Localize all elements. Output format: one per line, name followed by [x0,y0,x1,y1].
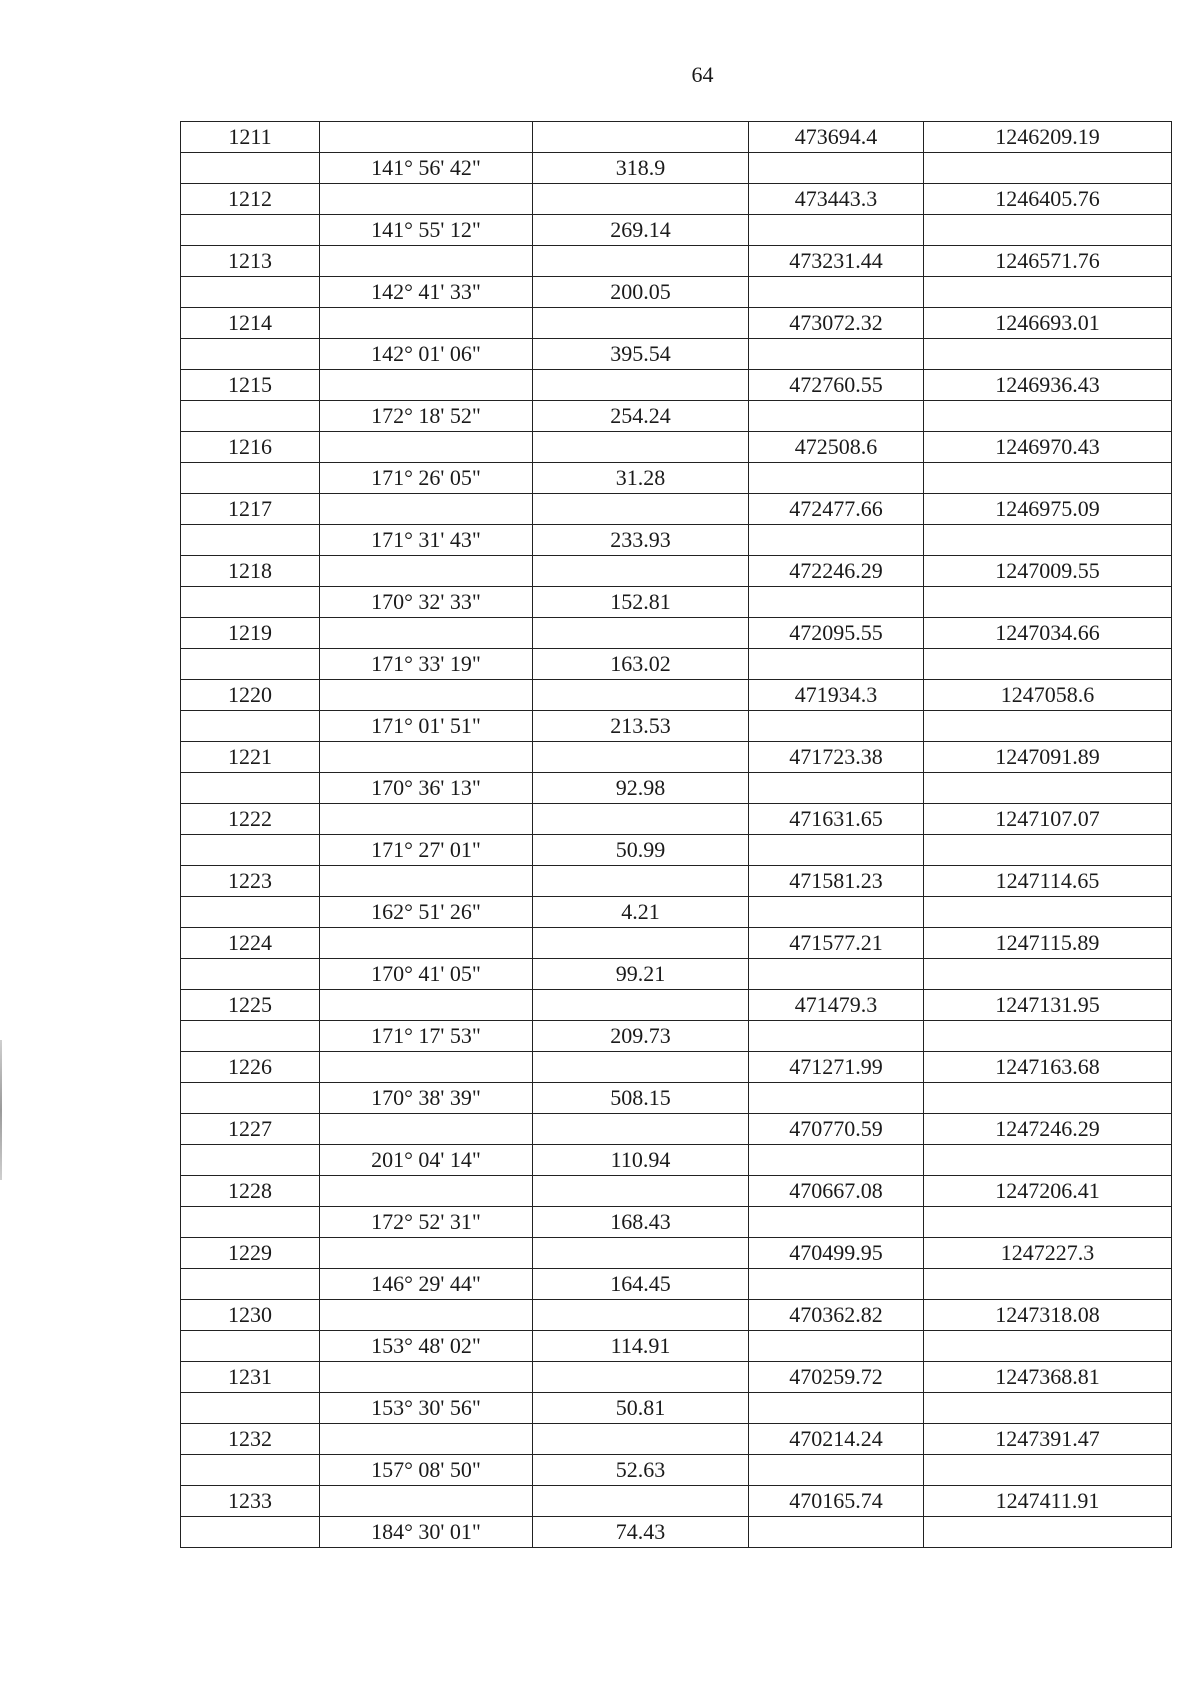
northing-cell: 473694.4 [749,122,924,153]
course-row [181,711,1172,742]
station-id-cell: 1231 [181,1362,320,1393]
easting-cell: 1247058.6 [924,680,1172,711]
table-body [181,122,1172,1548]
station-id-cell: 1217 [181,494,320,525]
bearing-cell: 171° 33' 19" [320,649,533,680]
empty-cell [749,215,924,246]
empty-cell [924,1331,1172,1362]
empty-cell [924,1145,1172,1176]
empty-cell [749,835,924,866]
empty-cell [320,308,533,339]
station-row [181,246,1172,277]
easting-cell: 1247009.55 [924,556,1172,587]
northing-cell: 472095.55 [749,618,924,649]
bearing-cell: 170° 36' 13" [320,773,533,804]
empty-cell [924,153,1172,184]
station-row [181,370,1172,401]
station-row [181,804,1172,835]
empty-cell [181,339,320,370]
easting-cell: 1246970.43 [924,432,1172,463]
station-id-cell: 1225 [181,990,320,1021]
empty-cell [533,308,749,339]
station-row [181,618,1172,649]
station-row [181,742,1172,773]
station-row [181,866,1172,897]
northing-cell: 471934.3 [749,680,924,711]
empty-cell [533,370,749,401]
survey-coordinates-table [180,121,1172,1548]
empty-cell [181,1517,320,1548]
empty-cell [533,1424,749,1455]
easting-cell: 1247115.89 [924,928,1172,959]
empty-cell [181,711,320,742]
easting-cell: 1247411.91 [924,1486,1172,1517]
station-id-cell: 1212 [181,184,320,215]
station-row [181,1300,1172,1331]
easting-cell: 1247091.89 [924,742,1172,773]
station-row [181,1176,1172,1207]
empty-cell [749,649,924,680]
empty-cell [924,649,1172,680]
station-id-cell: 1229 [181,1238,320,1269]
station-row [181,680,1172,711]
empty-cell [533,432,749,463]
station-row [181,494,1172,525]
course-row [181,1517,1172,1548]
northing-cell: 471631.65 [749,804,924,835]
northing-cell: 471479.3 [749,990,924,1021]
northing-cell: 472246.29 [749,556,924,587]
empty-cell [533,1176,749,1207]
bearing-cell: 146° 29' 44" [320,1269,533,1300]
northing-cell: 473443.3 [749,184,924,215]
empty-cell [924,835,1172,866]
easting-cell: 1247227.3 [924,1238,1172,1269]
empty-cell [924,773,1172,804]
empty-cell [533,1362,749,1393]
course-row [181,1331,1172,1362]
empty-cell [749,1455,924,1486]
empty-cell [533,1052,749,1083]
empty-cell [533,1238,749,1269]
empty-cell [181,277,320,308]
station-row [181,1362,1172,1393]
distance-cell: 395.54 [533,339,749,370]
course-row [181,1145,1172,1176]
station-row [181,1114,1172,1145]
station-id-cell: 1221 [181,742,320,773]
station-id-cell: 1216 [181,432,320,463]
station-row [181,1052,1172,1083]
course-row [181,215,1172,246]
easting-cell: 1247206.41 [924,1176,1172,1207]
distance-cell: 110.94 [533,1145,749,1176]
station-row [181,990,1172,1021]
station-row [181,928,1172,959]
station-row [181,122,1172,153]
northing-cell: 472508.6 [749,432,924,463]
station-row [181,184,1172,215]
empty-cell [181,835,320,866]
distance-cell: 318.9 [533,153,749,184]
distance-cell: 74.43 [533,1517,749,1548]
station-id-cell: 1230 [181,1300,320,1331]
empty-cell [181,897,320,928]
distance-cell: 152.81 [533,587,749,618]
distance-cell: 508.15 [533,1083,749,1114]
empty-cell [320,1424,533,1455]
empty-cell [533,184,749,215]
empty-cell [320,742,533,773]
empty-cell [320,804,533,835]
course-row [181,1021,1172,1052]
distance-cell: 269.14 [533,215,749,246]
easting-cell: 1246405.76 [924,184,1172,215]
empty-cell [181,401,320,432]
empty-cell [181,1021,320,1052]
station-id-cell: 1232 [181,1424,320,1455]
bearing-cell: 142° 01' 06" [320,339,533,370]
empty-cell [924,401,1172,432]
easting-cell: 1247318.08 [924,1300,1172,1331]
distance-cell: 164.45 [533,1269,749,1300]
empty-cell [181,959,320,990]
station-id-cell: 1220 [181,680,320,711]
bearing-cell: 170° 41' 05" [320,959,533,990]
empty-cell [320,680,533,711]
easting-cell: 1247114.65 [924,866,1172,897]
northing-cell: 470214.24 [749,1424,924,1455]
empty-cell [320,494,533,525]
empty-cell [749,463,924,494]
distance-cell: 213.53 [533,711,749,742]
empty-cell [181,587,320,618]
northing-cell: 471271.99 [749,1052,924,1083]
distance-cell: 114.91 [533,1331,749,1362]
station-id-cell: 1211 [181,122,320,153]
empty-cell [320,556,533,587]
station-id-cell: 1214 [181,308,320,339]
station-id-cell: 1227 [181,1114,320,1145]
easting-cell: 1246209.19 [924,122,1172,153]
station-id-cell: 1224 [181,928,320,959]
bearing-cell: 171° 31' 43" [320,525,533,556]
empty-cell [749,1517,924,1548]
station-id-cell: 1226 [181,1052,320,1083]
empty-cell [320,1114,533,1145]
station-row [181,1424,1172,1455]
station-row [181,556,1172,587]
empty-cell [320,246,533,277]
empty-cell [924,587,1172,618]
empty-cell [749,153,924,184]
scan-edge-mark [0,1040,2,1180]
bearing-cell: 141° 55' 12" [320,215,533,246]
empty-cell [533,928,749,959]
bearing-cell: 201° 04' 14" [320,1145,533,1176]
empty-cell [181,649,320,680]
station-row [181,308,1172,339]
course-row [181,773,1172,804]
northing-cell: 470362.82 [749,1300,924,1331]
bearing-cell: 162° 51' 26" [320,897,533,928]
empty-cell [924,897,1172,928]
station-id-cell: 1213 [181,246,320,277]
distance-cell: 200.05 [533,277,749,308]
empty-cell [181,1207,320,1238]
empty-cell [181,773,320,804]
northing-cell: 473231.44 [749,246,924,277]
empty-cell [181,153,320,184]
station-id-cell: 1223 [181,866,320,897]
empty-cell [749,959,924,990]
bearing-cell: 153° 48' 02" [320,1331,533,1362]
empty-cell [924,1083,1172,1114]
empty-cell [181,1455,320,1486]
distance-cell: 163.02 [533,649,749,680]
distance-cell: 31.28 [533,463,749,494]
course-row [181,277,1172,308]
course-row [181,1393,1172,1424]
empty-cell [924,525,1172,556]
empty-cell [924,711,1172,742]
distance-cell: 4.21 [533,897,749,928]
easting-cell: 1246975.09 [924,494,1172,525]
bearing-cell: 170° 38' 39" [320,1083,533,1114]
empty-cell [749,1021,924,1052]
empty-cell [181,1331,320,1362]
station-id-cell: 1219 [181,618,320,649]
empty-cell [181,1269,320,1300]
empty-cell [533,1486,749,1517]
northing-cell: 470259.72 [749,1362,924,1393]
northing-cell: 473072.32 [749,308,924,339]
empty-cell [533,1114,749,1145]
empty-cell [749,1331,924,1362]
empty-cell [320,618,533,649]
station-id-cell: 1218 [181,556,320,587]
northing-cell: 470770.59 [749,1114,924,1145]
empty-cell [320,1052,533,1083]
bearing-cell: 171° 26' 05" [320,463,533,494]
distance-cell: 209.73 [533,1021,749,1052]
empty-cell [181,1145,320,1176]
northing-cell: 470165.74 [749,1486,924,1517]
easting-cell: 1246693.01 [924,308,1172,339]
empty-cell [533,494,749,525]
empty-cell [320,1362,533,1393]
bearing-cell: 142° 41' 33" [320,277,533,308]
course-row [181,1269,1172,1300]
northing-cell: 470499.95 [749,1238,924,1269]
empty-cell [924,339,1172,370]
distance-cell: 92.98 [533,773,749,804]
empty-cell [749,401,924,432]
course-row [181,835,1172,866]
empty-cell [924,1021,1172,1052]
bearing-cell: 170° 32' 33" [320,587,533,618]
empty-cell [924,1517,1172,1548]
course-row [181,463,1172,494]
bearing-cell: 171° 17' 53" [320,1021,533,1052]
station-id-cell: 1233 [181,1486,320,1517]
empty-cell [924,215,1172,246]
empty-cell [533,680,749,711]
course-row [181,339,1172,370]
station-row [181,1486,1172,1517]
empty-cell [533,866,749,897]
empty-cell [924,1455,1172,1486]
course-row [181,1207,1172,1238]
easting-cell: 1247131.95 [924,990,1172,1021]
empty-cell [749,1269,924,1300]
empty-cell [320,1238,533,1269]
empty-cell [749,897,924,928]
northing-cell: 471581.23 [749,866,924,897]
empty-cell [181,525,320,556]
empty-cell [181,463,320,494]
empty-cell [181,215,320,246]
empty-cell [533,990,749,1021]
course-row [181,959,1172,990]
empty-cell [924,277,1172,308]
empty-cell [320,184,533,215]
empty-cell [181,1083,320,1114]
empty-cell [924,1207,1172,1238]
bearing-cell: 184° 30' 01" [320,1517,533,1548]
easting-cell: 1247391.47 [924,1424,1172,1455]
distance-cell: 233.93 [533,525,749,556]
station-row [181,1238,1172,1269]
empty-cell [924,1269,1172,1300]
course-row [181,649,1172,680]
empty-cell [320,928,533,959]
empty-cell [749,525,924,556]
page-number: 64 [691,62,714,87]
course-row [181,587,1172,618]
bearing-cell: 172° 52' 31" [320,1207,533,1238]
empty-cell [924,463,1172,494]
empty-cell [533,742,749,773]
bearing-cell: 171° 01' 51" [320,711,533,742]
distance-cell: 52.63 [533,1455,749,1486]
empty-cell [320,1300,533,1331]
empty-cell [749,773,924,804]
distance-cell: 50.99 [533,835,749,866]
easting-cell: 1247107.07 [924,804,1172,835]
empty-cell [749,1083,924,1114]
empty-cell [533,1300,749,1331]
easting-cell: 1246936.43 [924,370,1172,401]
distance-cell: 50.81 [533,1393,749,1424]
station-row [181,432,1172,463]
empty-cell [924,1393,1172,1424]
northing-cell: 471723.38 [749,742,924,773]
distance-cell: 254.24 [533,401,749,432]
empty-cell [320,1176,533,1207]
empty-cell [320,866,533,897]
empty-cell [320,370,533,401]
course-row [181,1083,1172,1114]
bearing-cell: 171° 27' 01" [320,835,533,866]
empty-cell [320,1486,533,1517]
empty-cell [749,587,924,618]
empty-cell [533,618,749,649]
empty-cell [533,246,749,277]
empty-cell [749,1145,924,1176]
station-id-cell: 1222 [181,804,320,835]
bearing-cell: 172° 18' 52" [320,401,533,432]
easting-cell: 1247368.81 [924,1362,1172,1393]
empty-cell [749,1393,924,1424]
easting-cell: 1247246.29 [924,1114,1172,1145]
empty-cell [749,277,924,308]
northing-cell: 470667.08 [749,1176,924,1207]
empty-cell [320,122,533,153]
bearing-cell: 157° 08' 50" [320,1455,533,1486]
empty-cell [749,339,924,370]
easting-cell: 1247034.66 [924,618,1172,649]
station-id-cell: 1215 [181,370,320,401]
easting-cell: 1246571.76 [924,246,1172,277]
northing-cell: 472477.66 [749,494,924,525]
course-row [181,1455,1172,1486]
bearing-cell: 141° 56' 42" [320,153,533,184]
empty-cell [533,122,749,153]
empty-cell [320,990,533,1021]
empty-cell [924,959,1172,990]
easting-cell: 1247163.68 [924,1052,1172,1083]
northing-cell: 471577.21 [749,928,924,959]
course-row [181,525,1172,556]
northing-cell: 472760.55 [749,370,924,401]
empty-cell [749,1207,924,1238]
station-id-cell: 1228 [181,1176,320,1207]
empty-cell [533,556,749,587]
course-row [181,401,1172,432]
distance-cell: 168.43 [533,1207,749,1238]
course-row [181,897,1172,928]
distance-cell: 99.21 [533,959,749,990]
course-row [181,153,1172,184]
empty-cell [533,804,749,835]
empty-cell [749,711,924,742]
empty-cell [320,432,533,463]
bearing-cell: 153° 30' 56" [320,1393,533,1424]
empty-cell [181,1393,320,1424]
